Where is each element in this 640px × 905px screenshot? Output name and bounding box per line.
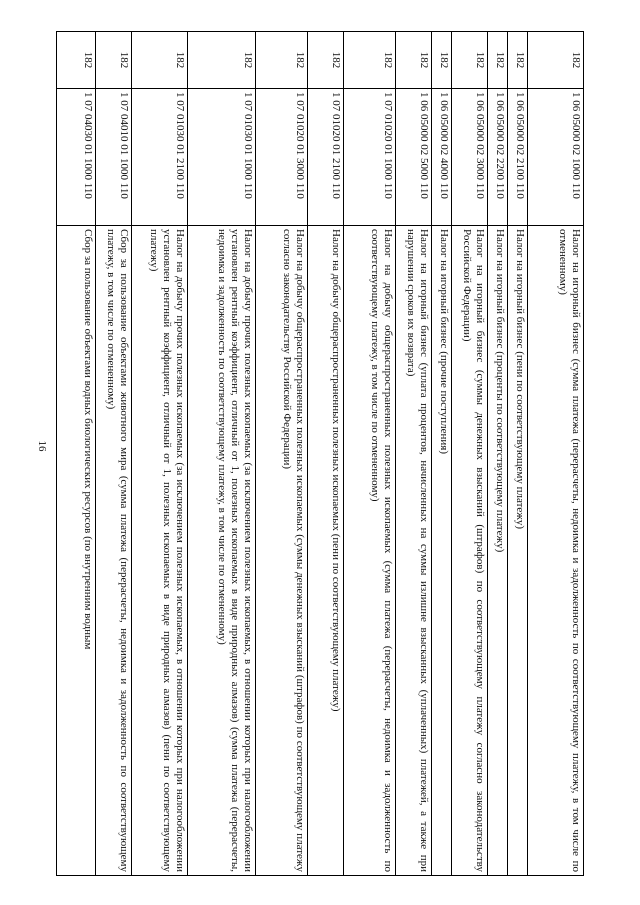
admin-code-cell: 182 — [396, 32, 432, 89]
budget-codes-table — [56, 31, 584, 876]
admin-code-cell: 182 — [256, 32, 308, 89]
budget-code-cell: 1 07 01020 01 2100 110 — [308, 89, 344, 226]
table-row — [488, 32, 508, 876]
table-row — [396, 32, 432, 876]
income-name-cell: Налог на добычу общераспространенных полезных ископаемых (сумма платежа (перерасчеты, недоимка и задолженность по соответствующему платежу, в том числе по отмененному) — [344, 226, 396, 876]
table-row — [344, 32, 396, 876]
admin-code-cell: 182 — [488, 32, 508, 89]
table-row — [132, 32, 188, 876]
budget-code-cell: 1 06 05000 02 4000 110 — [432, 89, 452, 226]
table-row — [256, 32, 308, 876]
table-row — [528, 32, 584, 876]
admin-code-cell: 182 — [508, 32, 528, 89]
income-name-cell: Налог на добычу общераспространенных полезных ископаемых (пени по соответствующему платежу) — [308, 226, 344, 876]
table-row — [432, 32, 452, 876]
budget-code-cell: 1 07 01030 01 2100 110 — [132, 89, 188, 226]
budget-code-cell: 1 07 01020 01 1000 110 — [344, 89, 396, 226]
admin-code-cell: 182 — [344, 32, 396, 89]
income-name-cell: Налог на добычу общераспространенных полезных ископаемых (суммы денежных взысканий (штрафов) по соответствующему платежу согласно законодательству Российской Федерации) — [256, 226, 308, 876]
income-name-cell: Налог на игорный бизнес (пени по соответствующему платежу) — [508, 226, 528, 876]
table-row — [308, 32, 344, 876]
budget-code-cell: 1 07 01020 01 3000 110 — [256, 89, 308, 226]
budget-code-cell: 1 07 01030 01 1000 110 — [188, 89, 256, 226]
table-row — [96, 32, 132, 876]
table-row — [57, 32, 96, 876]
income-name-cell: Налог на игорный бизнес (сумма платежа (перерасчеты, недоимка и задолженность по соответствующему платежу, в том числе по отмененному) — [528, 226, 584, 876]
income-name-cell: Налог на добычу прочих полезных ископаемых (за исключением полезных ископаемых, в отношении которых при налогообложении установлен рентный коэффициент, отличный от 1, полезных ископаемых в виде природных алмазов) (пени по соответствующему платежу) — [132, 226, 188, 876]
income-name-cell: Сбор за пользование объектами водных биологических ресурсов (по внутренним водным — [57, 226, 96, 876]
admin-code-cell: 182 — [57, 32, 96, 89]
admin-code-cell: 182 — [308, 32, 344, 89]
income-name-cell: Налог на игорный бизнес (уплата процентов, начисленных на суммы излишне взысканных (уплаченных) платежей, а также при нарушении сроков их возврата) — [396, 226, 432, 876]
table-row — [452, 32, 488, 876]
income-name-cell: Сбор за пользование объектами животного мира (сумма платежа (перерасчеты, недоимка и задолженность по соответствующему платежу, в том числе по отмененному) — [96, 226, 132, 876]
budget-code-cell: 1 06 05000 02 2100 110 — [508, 89, 528, 226]
income-name-cell: Налог на добычу прочих полезных ископаемых (за исключением полезных ископаемых, в отношении которых при налогообложении установлен рентный коэффициент, отличный от 1, полезных ископаемых в виде природных алмазов) (сумма платежа (перерасчеты, недоимка и задолженность по соответствующему платежу, в том числе по отмененному) — [188, 226, 256, 876]
income-name-cell: Налог на игорный бизнес (проценты по соответствующему платежу) — [488, 226, 508, 876]
admin-code-cell: 182 — [432, 32, 452, 89]
budget-code-cell: 1 07 04010 01 1000 110 — [96, 89, 132, 226]
budget-code-cell: 1 06 05000 02 3000 110 — [452, 89, 488, 226]
income-name-cell: Налог на игорный бизнес (суммы денежных взысканий (штрафов) по соответствующему платежу согласно законодательству Российской Федерации) — [452, 226, 488, 876]
admin-code-cell: 182 — [528, 32, 584, 89]
budget-code-cell: 1 06 05000 02 5000 110 — [396, 89, 432, 226]
page-number: 16 — [36, 440, 48, 452]
rotated-table-frame — [56, 31, 584, 876]
budget-code-cell: 1 06 05000 02 1000 110 — [528, 89, 584, 226]
admin-code-cell: 182 — [188, 32, 256, 89]
income-name-cell: Налог на игорный бизнес (прочие поступления) — [432, 226, 452, 876]
admin-code-cell: 182 — [96, 32, 132, 89]
admin-code-cell: 182 — [452, 32, 488, 89]
table-row — [508, 32, 528, 876]
table-row — [188, 32, 256, 876]
admin-code-cell: 182 — [132, 32, 188, 89]
budget-code-cell: 1 07 04030 01 1000 110 — [57, 89, 96, 226]
budget-code-cell: 1 06 05000 02 2200 110 — [488, 89, 508, 226]
